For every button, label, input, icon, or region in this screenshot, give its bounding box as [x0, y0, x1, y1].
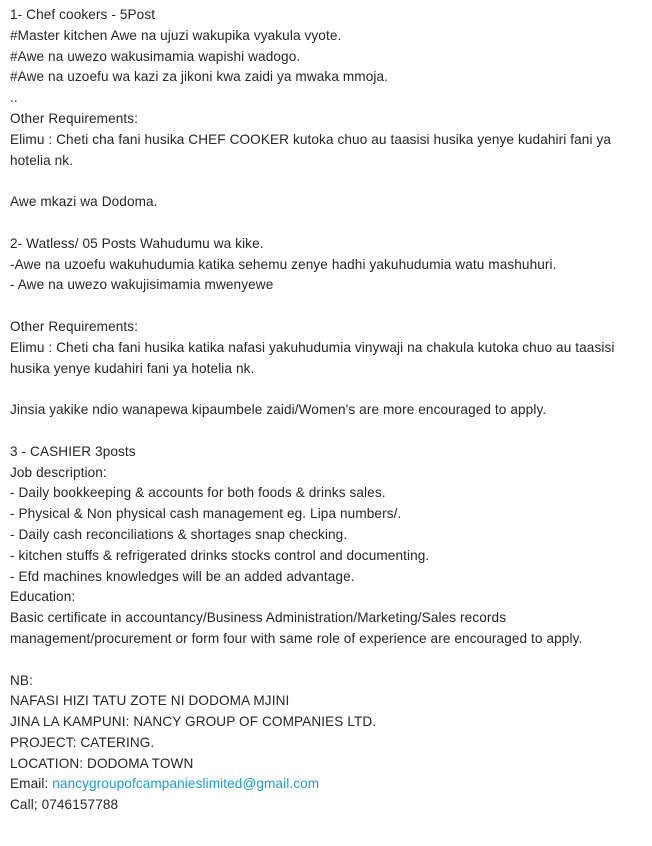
chef-residence: Awe mkazi wa Dodoma.	[10, 194, 158, 210]
cashier-duty: - Efd machines knowledges will be an added advantage.	[10, 568, 355, 584]
cashier-duty: - Daily bookkeeping & accounts for both foods & drinks sales.	[10, 485, 386, 501]
cashier-duty: - kitchen stuffs & refrigerated drinks stocks control and documenting.	[10, 547, 430, 563]
chef-requirement-3: #Awe na uzoefu wa kazi za jikoni kwa zaidi ya mwaka mmoja.	[10, 69, 389, 85]
waiter-gender-note: Jinsia yakike ndio wanapewa kipaumbele zaidi/Women's are more encouraged to apply.	[10, 402, 547, 418]
email-label: Email:	[10, 776, 53, 792]
blank-line	[10, 171, 650, 192]
job-posting-document	[10, 5, 650, 816]
waiter-title: 2- Watless/ 05 Posts Wahudumu wa kike.	[10, 235, 264, 251]
cashier-title: 3 - CASHIER 3posts	[10, 443, 136, 459]
blank-line	[10, 650, 650, 671]
waiter-education: Elimu : Cheti cha fani husika katika nafasi yakuhudumia vinywaji na chakula kutoka chuo au taasisi husika yenye kudahiri fani ya hotelia nk.	[10, 339, 615, 376]
waiter-other-requirements-heading: Other Requirements:	[10, 318, 139, 334]
chef-requirement-2: #Awe na uwezo wakusimamia wapishi wadogo.	[10, 48, 301, 64]
email-line	[10, 774, 650, 795]
cashier-education: Basic certificate in accountancy/Business Administration/Marketing/Sales records management/procurement or form four with same role of experience are encouraged to apply.	[10, 610, 583, 646]
blank-line	[10, 296, 650, 317]
location: LOCATION: DODOMA TOWN	[10, 755, 194, 771]
cashier-job-description-heading: Job description:	[10, 464, 107, 480]
company-name: JINA LA KAMPUNI: NANCY GROUP OF COMPANIES LTD.	[10, 714, 377, 730]
waiter-requirement-1: -Awe na uzoefu wakuhudumia katika sehemu zenye hadhi yakuhudumia watu mashuhuri.	[10, 256, 557, 272]
separator-dots: ..	[10, 90, 18, 106]
email-link[interactable]: nancygroupofcampanieslimited@gmail.com	[52, 776, 320, 792]
blank-line	[10, 213, 650, 234]
blank-line	[10, 421, 650, 442]
waiter-requirement-2: - Awe na uwezo wakujisimamia mwenyewe	[10, 277, 274, 293]
project-name: PROJECT: CATERING.	[10, 734, 155, 750]
nb-heading: NB:	[10, 672, 33, 688]
cashier-duty: - Daily cash reconciliations & shortages snap checking.	[10, 526, 348, 542]
chef-education: Elimu : Cheti cha fani husika CHEF COOKER kutoka chuo au taasisi husika yenye kudahiri fani ya hotelia nk.	[10, 131, 612, 168]
cashier-duty: - Physical & Non physical cash management eg. Lipa numbers/.	[10, 506, 402, 522]
cashier-education-heading: Education:	[10, 589, 76, 605]
chef-title: 1- Chef cookers - 5Post	[10, 7, 156, 22]
chef-requirement-1: #Master kitchen Awe na ujuzi wakupika vyakula vyote.	[10, 27, 342, 43]
chef-other-requirements-heading: Other Requirements:	[10, 110, 139, 126]
all-positions-location: NAFASI HIZI TATU ZOTE NI DODOMA MJINI	[10, 693, 290, 709]
phone-number: Call; 0746157788	[10, 797, 119, 813]
blank-line	[10, 379, 650, 400]
